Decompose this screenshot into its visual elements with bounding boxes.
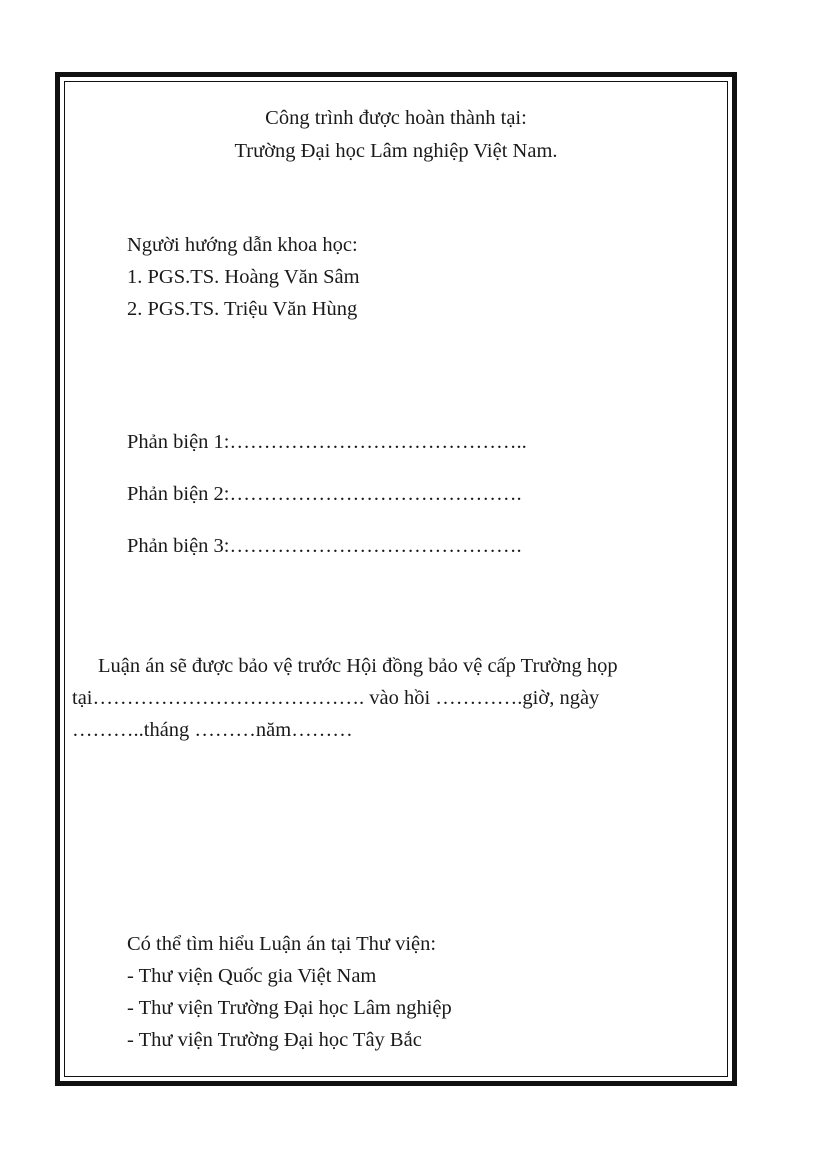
defense-text-line: tại…………………………………. vào hồi ………….giờ, ngày (72, 687, 600, 709)
advisor-item: 2. PGS.TS. Triệu Văn Hùng (127, 298, 358, 320)
reviewer-line: Phản biện 2:……………………………………. (127, 483, 522, 505)
page-border-inner (64, 81, 728, 1077)
advisors-heading: Người hướng dẫn khoa học: (127, 234, 358, 256)
library-item: - Thư viện Trường Đại học Lâm nghiệp (127, 997, 452, 1019)
reviewer-line: Phản biện 3:……………………………………. (127, 535, 522, 557)
library-heading: Có thể tìm hiểu Luận án tại Thư viện: (127, 933, 437, 955)
library-item: - Thư viện Quốc gia Việt Nam (127, 965, 377, 987)
university-name: Trường Đại học Lâm nghiệp Việt Nam. (234, 140, 558, 162)
completion-label: Công trình được hoàn thành tại: (265, 107, 527, 129)
advisor-item: 1. PGS.TS. Hoàng Văn Sâm (127, 266, 360, 288)
library-item: - Thư viện Trường Đại học Tây Bắc (127, 1029, 422, 1051)
defense-text-line: Luận án sẽ được bảo vệ trước Hội đồng bảo vệ cấp Trường họp (98, 655, 618, 677)
defense-text-line: ………..tháng ………năm……… (72, 719, 353, 741)
reviewer-line: Phản biện 1:…………………………………….. (127, 431, 527, 453)
